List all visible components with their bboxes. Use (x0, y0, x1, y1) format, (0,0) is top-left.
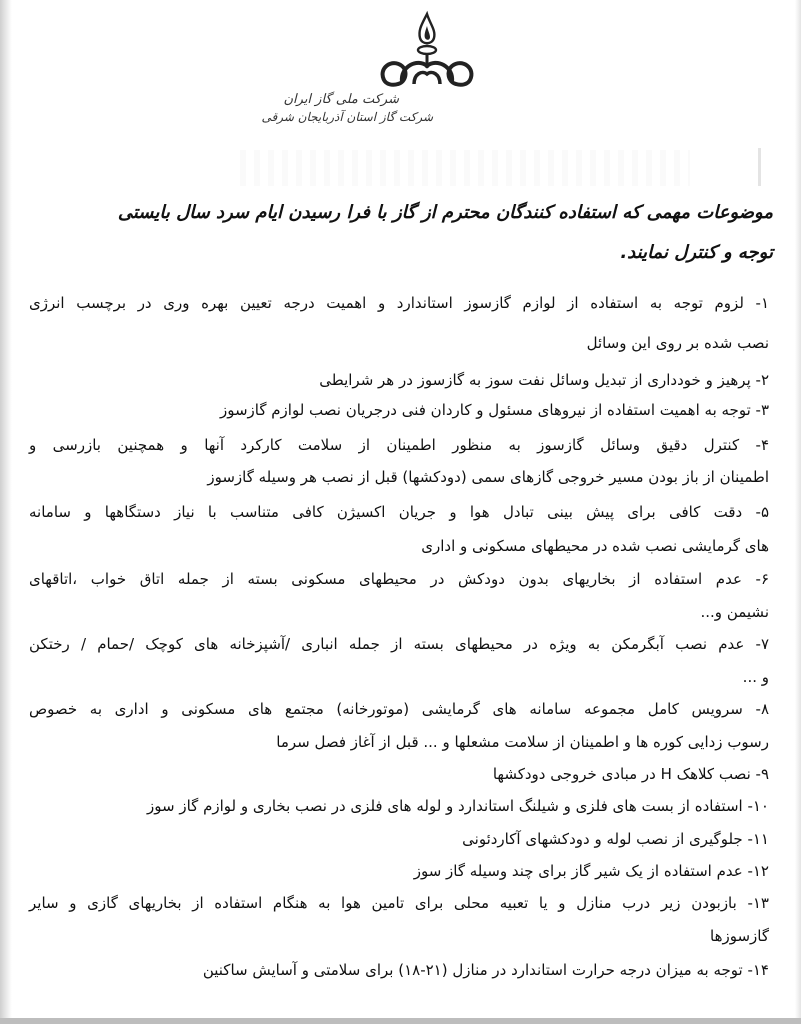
item-6-line-1: ۶- عدم استفاده از بخاریهای بدون دودکش در محیطهای مسکونی بسته از جمله اتاق خواب ،اتاقهای (29, 570, 769, 588)
company-subtitle-logo-text: شرکت گاز استان آذربایجان شرقی (261, 110, 433, 124)
scan-edge-bottom (0, 1018, 801, 1024)
scan-shadow-left (0, 0, 12, 1024)
item-10: ۱۰- استفاده از بست های فلزی و شیلنگ استاندارد و لوله های فلزی در نصب بخاری و لوازم گاز سوز (147, 797, 769, 815)
item-12: ۱۲- عدم استفاده از یک شیر گاز برای چند وسیله گاز سوز (413, 862, 769, 880)
company-logo-icon (372, 10, 482, 100)
item-8-line-1: ۸- سرویس کامل مجموعه سامانه های گرمایشی (موتورخانه) مجتمع های مسکونی و اداری به خصوص (29, 700, 769, 718)
item-13-line-1: ۱۳- بازبودن زیر درب منازل و یا تعبیه محلی برای تامین هوا به هنگام استفاده از بخاریهای گازی و سایر (29, 894, 769, 912)
document-title-line-1: موضوعات مهمی که استفاده کنندگان محترم از گاز با فرا رسیدن ایام سرد سال بایستی (117, 202, 773, 223)
item-7-line-2: و ... (742, 668, 769, 686)
item-1-line-2: نصب شده بر روی این وسائل (586, 334, 769, 352)
item-5-line-2: های گرمایشی نصب شده در محیطهای مسکونی و اداری (421, 537, 769, 555)
item-6-line-2: نشیمن و... (700, 603, 769, 621)
item-5-line-1: ۵- دقت کافی برای پیش بینی تبادل هوا و جریان اکسیژن کافی متناسب با نیاز دستگاهها و سامانه (29, 503, 769, 521)
faint-stamp-mark (240, 150, 690, 186)
item-9: ۹- نصب کلاهک H در مبادی خروجی دودکشها (492, 765, 769, 783)
item-1-line-1: ۱- لزوم توجه به استفاده از لوازم گازسوز استاندارد و اهمیت درجه تعیین بهره وری در برچسب انرژی (29, 294, 769, 312)
item-3: ۳- توجه به اهمیت استفاده از نیروهای مسئول و کاردان فنی درجریان نصب لوازم گازسوز (219, 401, 769, 419)
item-13-line-2: گازسوزها (710, 927, 769, 945)
item-4-line-1: ۴- کنترل دقیق وسائل گازسوز به منظور اطمینان از سلامت کارکرد آنها و همچنین بازرسی و (29, 436, 769, 454)
scan-edge-right (795, 0, 801, 1024)
item-7-line-1: ۷- عدم نصب آبگرمکن به ویژه در محیطهای بسته از جمله انباری /آشپزخانه های کوچک /حمام / رختکن (29, 635, 769, 653)
faint-margin-mark (758, 148, 761, 186)
item-14: ۱۴- توجه به میزان درجه حرارت استاندارد در منازل (۲۱-۱۸) برای سلامتی و آسایش ساکنین (202, 961, 769, 979)
item-11: ۱۱- جلوگیری از نصب لوله و دودکشهای آکاردئونی (462, 830, 769, 848)
document-title-line-2: توجه و کنترل نمایند. (620, 242, 773, 263)
item-2: ۲- پرهیز و خودداری از تبدیل وسائل نفت سوز به گازسوز در هر شرایطی (319, 371, 769, 389)
item-8-line-2: رسوب زدایی کوره ها و اطمینان از سلامت مشعلها و ... قبل از آغاز فصل سرما (276, 733, 769, 751)
company-name-logo-text: شرکت ملی گاز ایران (283, 92, 399, 107)
item-4-line-2: اطمینان از باز بودن مسیر خروجی گازهای سمی (دودکشها) قبل از نصب هر وسیله گازسوز (207, 468, 769, 486)
